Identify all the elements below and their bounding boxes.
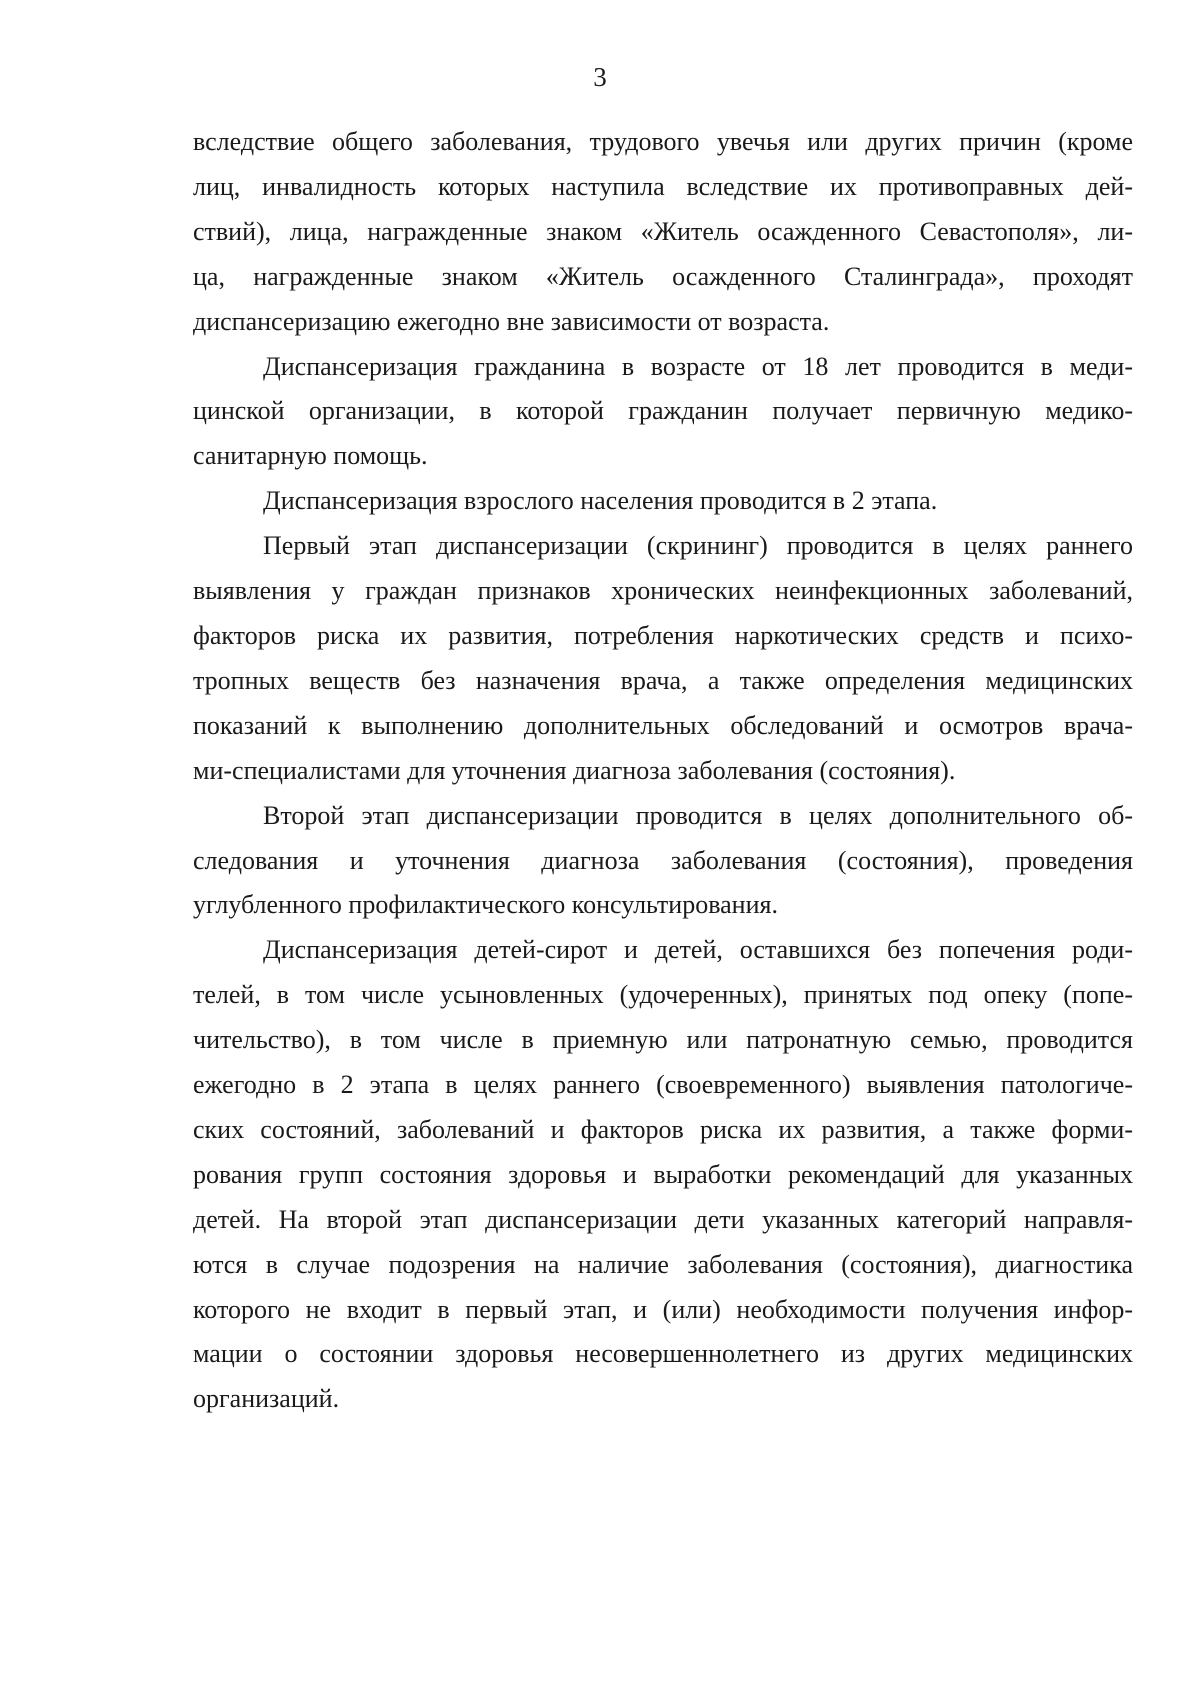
paragraph — [193, 120, 1133, 345]
document-body — [193, 120, 1133, 1422]
text-line: лиц, инвалидность которых наступила вследствие их противоправных дей- — [193, 171, 1133, 201]
text-line: цинской организации, в которой гражданин получает первичную медико- — [193, 396, 1133, 426]
text-line: организаций. — [193, 1384, 340, 1414]
text-line: Второй этап диспансеризации проводится в целях дополнительного об- — [263, 800, 1133, 830]
text-line: углубленного профилактического консультирования. — [193, 890, 778, 920]
text-line: чительство), в том числе в приемную или патронатную семью, проводится — [193, 1025, 1133, 1055]
text-line: выявления у граждан признаков хронических неинфекционных заболеваний, — [193, 576, 1133, 606]
paragraph — [193, 928, 1133, 1422]
text-line: ствий), лица, награжденные знаком «Житель осажденного Севастополя», ли- — [193, 216, 1133, 246]
text-line: диспансеризацию ежегодно вне зависимости от возраста. — [193, 306, 830, 336]
text-line: санитарную помощь. — [193, 441, 428, 471]
text-line: ских состояний, заболеваний и факторов риска их развития, а также форми- — [193, 1114, 1133, 1144]
text-line: ются в случае подозрения на наличие заболевания (состояния), диагностика — [193, 1249, 1133, 1279]
text-line: ми-специалистами для уточнения диагноза заболевания (состояния). — [193, 755, 956, 785]
text-line: следования и уточнения диагноза заболевания (состояния), проведения — [193, 845, 1133, 875]
text-line: Диспансеризация детей-сирот и детей, оставшихся без попечения роди- — [263, 935, 1133, 965]
text-line: Первый этап диспансеризации (скрининг) проводится в целях раннего — [263, 531, 1133, 561]
text-line: ежегодно в 2 этапа в целях раннего (своевременного) выявления патологиче- — [193, 1070, 1133, 1100]
text-line: детей. На второй этап диспансеризации дети указанных категорий направля- — [193, 1204, 1133, 1234]
text-line: рования групп состояния здоровья и выработки рекомендаций для указанных — [193, 1159, 1133, 1189]
paragraph — [193, 479, 1133, 524]
text-line: мации о состоянии здоровья несовершеннолетнего из других медицинских — [193, 1339, 1133, 1369]
text-line: Диспансеризация гражданина в возрасте от 18 лет проводится в меди- — [263, 351, 1133, 381]
paragraph — [193, 345, 1133, 480]
page-number: 3 — [593, 62, 607, 92]
text-line: факторов риска их развития, потребления наркотических средств и психо- — [193, 620, 1133, 650]
text-line: вследствие общего заболевания, трудового увечья или других причин (кроме — [193, 127, 1133, 156]
text-line: ца, награжденные знаком «Житель осажденного Сталинграда», проходят — [193, 261, 1133, 291]
text-line: тропных веществ без назначения врача, а также определения медицинских — [193, 665, 1133, 695]
paragraph — [193, 794, 1133, 929]
text-line: телей, в том числе усыновленных (удочеренных), принятых под опеку (попе- — [193, 980, 1133, 1010]
paragraph — [193, 524, 1133, 793]
text-line: показаний к выполнению дополнительных обследований и осмотров врача- — [193, 710, 1133, 740]
text-line: Диспансеризация взрослого населения проводится в 2 этапа. — [263, 486, 938, 516]
text-line: которого не входит в первый этап, и (или) необходимости получения инфор- — [193, 1294, 1133, 1324]
